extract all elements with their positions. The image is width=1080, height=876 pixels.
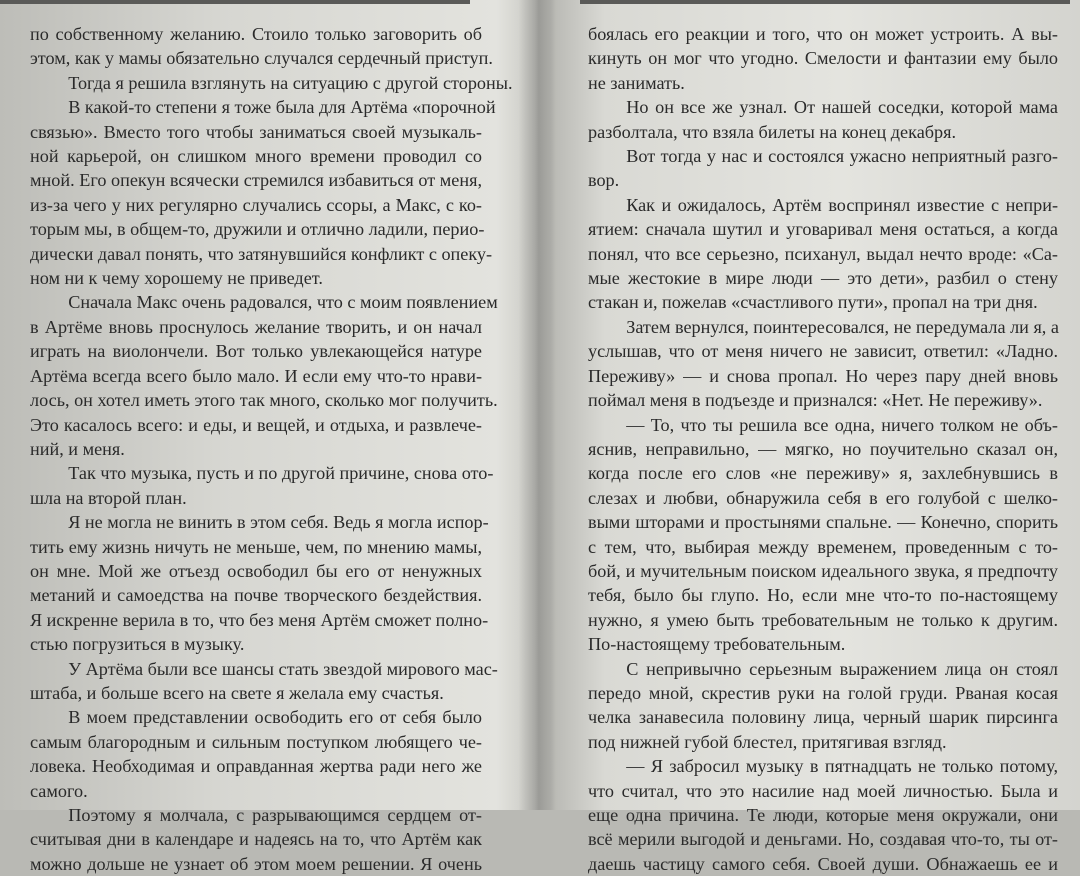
text-line: Артёма всегда всего было мало. И если ему что-то нрави- xyxy=(30,365,482,386)
page-edge xyxy=(580,0,1070,4)
text-line: Я искренне верила в то, что без меня Артём сможет полно- xyxy=(30,609,489,630)
text-line: — Я забросил музыку в пятнадцать не только потому, xyxy=(626,756,1058,777)
text-line: Затем вернулся, поинтересовался, не передумала ли я, а xyxy=(626,316,1059,337)
text-line: торым мы, в общем-то, дружили и отлично ладили, перио- xyxy=(30,219,485,240)
text-line: слезах и любви, обнаружила себя в его голубой с шелко- xyxy=(588,487,1058,508)
text-line: поймал меня в подъезде и признался: «Нет. Не переживу». xyxy=(588,390,1043,411)
page-edge xyxy=(0,0,470,4)
text-line: У Артёма были все шансы стать звездой мирового мас- xyxy=(68,658,498,679)
text-line: По-настоящему требовательным. xyxy=(588,634,846,655)
text-line: когда после его слов «не переживу» я, захлебнувшись в xyxy=(588,463,1058,484)
text-line: под нижней губой блестел, притягивая взгляд. xyxy=(588,731,947,752)
text-line: связью». Вместо того чтобы заниматься своей музыкаль- xyxy=(30,121,482,142)
text-line: бой, и мучительным поиском идеального звука, я предпочту xyxy=(588,560,1058,581)
text-line: стью погрузиться в музыку. xyxy=(30,634,245,655)
text-line: мые жестокие в мире люди — это дети», разбил о стену xyxy=(588,268,1058,289)
text-line: в Артёме вновь проснулось желание творить, и он начал xyxy=(30,316,482,337)
text-line: С непривычно серьезным выражением лица он стоял xyxy=(626,658,1058,679)
text-line: боялась его реакции и того, что он может устроить. А вы- xyxy=(588,24,1058,44)
text-line: яснив, неправильно, — мягко, но поучительно сказал он, xyxy=(588,438,1058,459)
text-line: кинуть он мог что угодно. Смелости и фантазии ему было xyxy=(588,48,1058,69)
text-line: даешь частицу самого себя. Своей души. Обнажаешь ее и xyxy=(588,853,1058,874)
text-line: Вот тогда у нас и состоялся ужасно неприятный разго- xyxy=(626,146,1058,167)
text-line: шла на второй план. xyxy=(30,487,187,508)
text-line: челка занавесила половину лица, черный шарик пирсинга xyxy=(588,707,1058,728)
text-line: еще одна причина. Те люди, которые меня окружали, они xyxy=(588,805,1058,825)
text-line: лось, он хотел иметь этого так много, сколько мог получить. xyxy=(30,390,498,411)
text-line: Переживу» — и снова пропал. Но через пару дней вновь xyxy=(588,365,1058,386)
text-line: с тем, что, выбирая между временем, проведенным с то- xyxy=(588,536,1058,557)
text-line: можно дольше не узнает об этом моем решении. Я очень xyxy=(30,853,482,874)
text-line: штаба, и больше всего на свете я желала ему счастья. xyxy=(30,682,444,703)
text-line: этом, как у мамы обязательно случался сердечный приступ. xyxy=(30,48,493,69)
left-page xyxy=(0,0,540,874)
text-line: играть на виолончели. Вот только увлекающейся натуре xyxy=(30,341,482,362)
text-line: из-за чего у них регулярно случались ссоры, а Макс, с ко- xyxy=(30,194,482,215)
text-line: дически давал понять, что затянувшийся конфликт с опеку- xyxy=(30,243,493,264)
text-line: Это касалось всего: и еды, и вещей, и отдыха, и развлече- xyxy=(30,414,482,435)
text-line: передо мной, скрестив руки на голой груди. Рваная косая xyxy=(588,682,1058,703)
right-page xyxy=(540,0,1080,874)
text-line: нужно, я умею быть требовательным не только к другим. xyxy=(588,609,1058,630)
text-line: выми шторами и простынями спальне. — Конечно, спорить xyxy=(588,512,1058,533)
text-line: самого. xyxy=(30,780,88,801)
text-line: тить ему жизнь ничуть не меньше, чем, по мнению мамы, xyxy=(30,536,482,557)
right-page-text xyxy=(588,22,1058,876)
text-line: ной карьерой, он слишком много времени проводил со xyxy=(30,146,482,167)
text-line: ний, и меня. xyxy=(30,438,125,459)
text-line: В какой-то степени я тоже была для Артёма «порочной xyxy=(68,97,496,118)
text-line: Так что музыка, пусть и по другой причине, снова ото- xyxy=(68,463,494,484)
text-line: самым благородным и сильным поступком любящего че- xyxy=(30,731,482,752)
text-line: Поэтому я молчала, с разрывающимся сердцем от- xyxy=(68,805,482,825)
text-line: всё мерили выгодой и деньгами. Но, создавая что-то, ты от- xyxy=(588,829,1058,850)
text-line: тебя, было бы глупо. Но, если мне что-то по-настоящему xyxy=(588,585,1058,606)
text-line: В моем представлении освободить его от себя было xyxy=(68,707,482,728)
text-line: мной. Его опекун всячески стремился избавиться от меня, xyxy=(30,170,482,191)
text-line: услышав, что от меня ничего не зависит, ответил: «Ладно. xyxy=(588,341,1058,362)
text-line: Тогда я решила взглянуть на ситуацию с другой стороны. xyxy=(68,72,513,93)
text-line: стакан и, пожелав «счастливого пути», пропал на три дня. xyxy=(588,292,1038,313)
text-line: метаний и самоедства на почве творческого бездействия. xyxy=(30,585,482,606)
text-line: — То, что ты решила все одна, ничего толком не объ- xyxy=(626,414,1058,435)
text-line: понял, что все серьезно, психанул, выдал нечто вроде: «Са- xyxy=(588,243,1058,264)
text-line: считывая дни в календаре и надеясь на то, что Артём как xyxy=(30,829,482,850)
text-line: разболтала, что взяла билеты на конец декабря. xyxy=(588,121,957,142)
text-line: вор. xyxy=(588,170,620,191)
text-line: Я не могла не винить в этом себя. Ведь я могла испор- xyxy=(68,512,489,533)
text-line: по собственному желанию. Стоило только заговорить об xyxy=(30,24,482,44)
text-line: Как и ожидалось, Артём воспринял известие с непри- xyxy=(626,194,1058,215)
text-line: Но он все же узнал. От нашей соседки, которой мама xyxy=(626,97,1058,118)
text-line: ятием: сначала шутил и уговаривал меня остаться, а когда xyxy=(588,219,1058,240)
text-line: он мне. Мой же отъезд освободил бы его от ненужных xyxy=(30,560,482,581)
left-page-text xyxy=(30,22,513,876)
text-line: Сначала Макс очень радовался, что с моим появлением xyxy=(68,292,498,313)
text-line: не занимать. xyxy=(588,72,685,93)
text-line: ном ни к чему хорошему не приведет. xyxy=(30,268,323,289)
text-line: ловека. Необходимая и оправданная жертва ради него же xyxy=(30,756,482,777)
text-line: что считал, что это насилие над моей личностью. Была и xyxy=(588,780,1058,801)
